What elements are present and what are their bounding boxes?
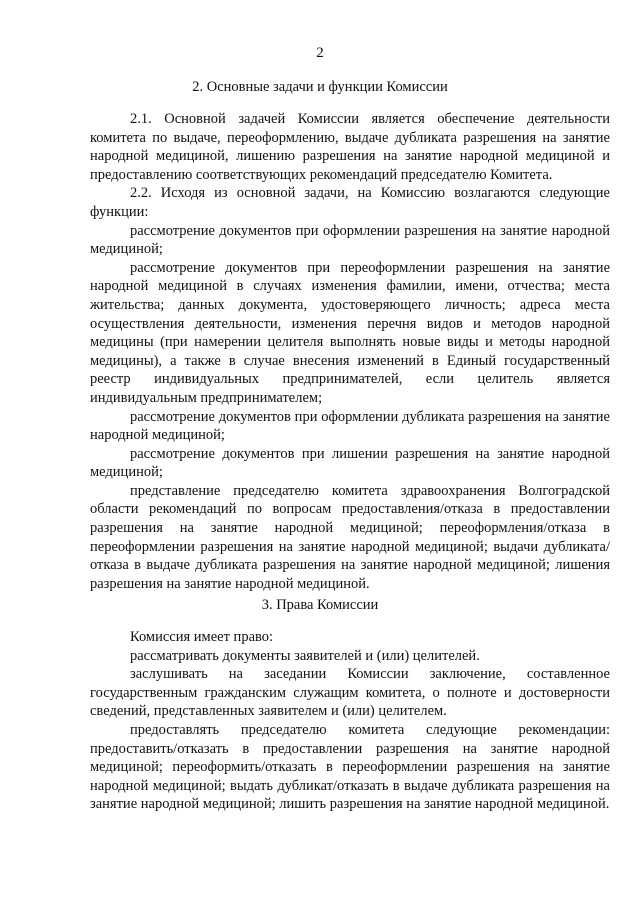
section-2-heading: 2. Основные задачи и функции Комиссии	[192, 79, 448, 95]
page-number: 2	[316, 45, 324, 61]
section-2-para-4: рассмотрение документов при переоформлении разрешения на занятие народной медициной в случаях изменения фамилии, имени, отчества; места жительства; данных документа, удостоверяющего личность; адреса места осуществления деятельности, изменения перечня видов и методов народной медицины (при намерении целителя выполнять новые виды и методы народной медицины), а также в случае внесения изменений в Единый государственный реестр индивидуальных предпринимателей, если целитель является индивидуальным предпринимателем;	[90, 259, 610, 406]
section-3-intro: Комиссия имеет право:	[130, 629, 274, 645]
section-3-para-3: предоставлять председателю комитета следующие рекомендации: предоставить/отказать в предоставлении разрешения на занятие народной медициной; переоформить/отказать в переоформлении разрешения на занятие народной медициной; выдать дубликат/отказать в выдаче дубликата разрешения на занятие народной медициной; лишить разрешения на занятие народной медициной.	[90, 721, 610, 813]
section-2-body	[90, 110, 610, 593]
section-2-para-5: рассмотрение документов при оформлении дубликата разрешения на занятие народной медициной;	[90, 408, 610, 444]
section-3-body	[90, 628, 610, 814]
section-2-para-2: 2.2. Исходя из основной задачи, на Комиссию возлагаются следующие функции:	[90, 185, 610, 220]
section-2-para-7: представление председателю комитета здравоохранения Волгоградской области рекомендаций по вопросам предоставления/отказа в предоставлении разрешения на занятие народной медициной; переоформления/отказа в переоформлении разрешения на занятие народной медициной; выдачи дубликата/отказа в выдаче дубликата разрешения на занятие народной медициной; лишения разрешения на занятие народной медициной.	[90, 482, 610, 592]
section-2-para-6: рассмотрение документов при лишении разрешения на занятие народной медициной;	[90, 445, 610, 481]
section-3-para-2: заслушивать на заседании Комиссии заключение, составленное государственным гражданским служащим комитета, о полноте и достоверности сведений, представленных заявителем и (или) целителем.	[90, 666, 610, 720]
section-2-para-3: рассмотрение документов при оформлении разрешения на занятие народной медициной;	[90, 222, 610, 258]
section-3-heading: 3. Права Комиссии	[261, 597, 379, 613]
section-3-para-1: рассматривать документы заявителей и (или) целителей.	[130, 647, 480, 664]
section-2-para-1: 2.1. Основной задачей Комиссии является обеспечение деятельности комитета по выдаче, переоформлению, выдаче дубликата разрешения на занятие народной медициной, лишению разрешения на занятие народной медициной и предоставлению соответствующих рекомендаций председателю Комитета.	[90, 111, 610, 183]
